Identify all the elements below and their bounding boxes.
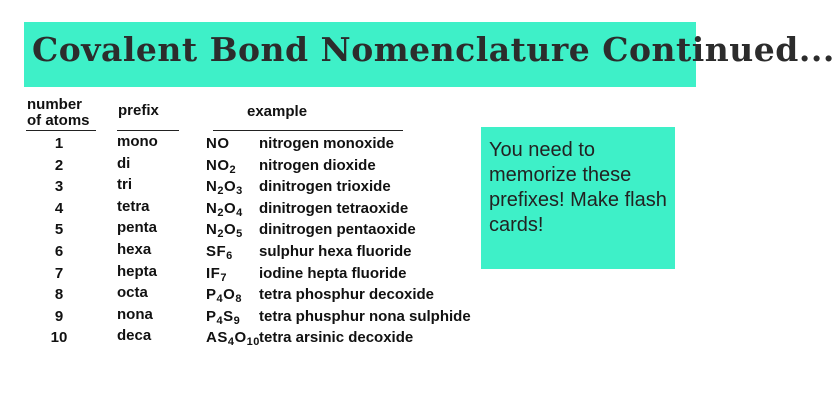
row-4-formula: $N_2O_4$ bbox=[206, 200, 243, 219]
row-8-number: 8 bbox=[54, 286, 64, 303]
row-1-prefix: mono bbox=[117, 133, 158, 150]
row-6-number: 6 bbox=[54, 243, 64, 260]
row-3-formula: $N_2O_3$ bbox=[206, 178, 243, 197]
row-1-number: 1 bbox=[54, 135, 64, 152]
header-prefix: prefix bbox=[118, 102, 159, 119]
row-2-name: nitrogen dioxide bbox=[259, 157, 376, 174]
row-10-prefix: deca bbox=[117, 327, 152, 344]
header-rule-number bbox=[26, 130, 96, 131]
row-8-prefix: octa bbox=[117, 284, 148, 301]
row-3-name: dinitrogen trioxide bbox=[259, 178, 391, 195]
header-rule-example bbox=[213, 130, 403, 131]
row-10-number: 10 bbox=[50, 329, 68, 346]
row-10-name: tetra arsinic decoxide bbox=[259, 329, 414, 346]
row-9-formula: $P_4S_9$ bbox=[206, 308, 241, 327]
note-text: You need to memorize these prefixes! Make flash cards! bbox=[489, 139, 667, 236]
row-6-formula: $SF_6$ bbox=[206, 243, 233, 262]
header-number-of-atoms: number of atoms bbox=[27, 96, 90, 129]
header-rule-prefix bbox=[117, 130, 179, 131]
row-5-name: dinitrogen pentaoxide bbox=[259, 221, 416, 238]
row-6-prefix: hexa bbox=[117, 241, 152, 258]
row-1-name: nitrogen monoxide bbox=[259, 135, 394, 152]
row-3-number: 3 bbox=[54, 178, 64, 195]
row-8-name: tetra phosphur decoxide bbox=[259, 286, 435, 303]
row-3-prefix: tri bbox=[117, 176, 132, 193]
row-2-prefix: di bbox=[117, 155, 131, 172]
row-7-name: iodine hepta fluoride bbox=[259, 265, 407, 282]
row-7-prefix: hepta bbox=[117, 263, 158, 280]
row-5-formula: $N_2O_5$ bbox=[206, 221, 243, 240]
row-7-formula: $IF_7$ bbox=[206, 265, 227, 284]
slide-title: Covalent Bond Nomenclature Continued... bbox=[32, 30, 835, 69]
row-2-formula: $NO_2$ bbox=[206, 157, 237, 176]
row-4-number: 4 bbox=[54, 200, 64, 217]
row-2-number: 2 bbox=[54, 157, 64, 174]
note-box bbox=[481, 127, 675, 269]
header-example: example bbox=[247, 103, 308, 120]
row-1-formula: NO bbox=[206, 135, 230, 152]
row-5-prefix: penta bbox=[117, 219, 158, 236]
row-10-formula: $AS_4O_{10}$ bbox=[206, 329, 260, 348]
row-8-formula: $P_4O_8$ bbox=[206, 286, 242, 305]
row-9-number: 9 bbox=[54, 308, 64, 325]
row-5-number: 5 bbox=[54, 221, 64, 238]
row-6-name: sulphur hexa fluoride bbox=[259, 243, 412, 260]
row-9-prefix: nona bbox=[117, 306, 153, 323]
row-9-name: tetra phusphur nona sulphide bbox=[259, 308, 471, 325]
row-4-prefix: tetra bbox=[117, 198, 150, 215]
row-4-name: dinitrogen tetraoxide bbox=[259, 200, 409, 217]
row-7-number: 7 bbox=[54, 265, 64, 282]
